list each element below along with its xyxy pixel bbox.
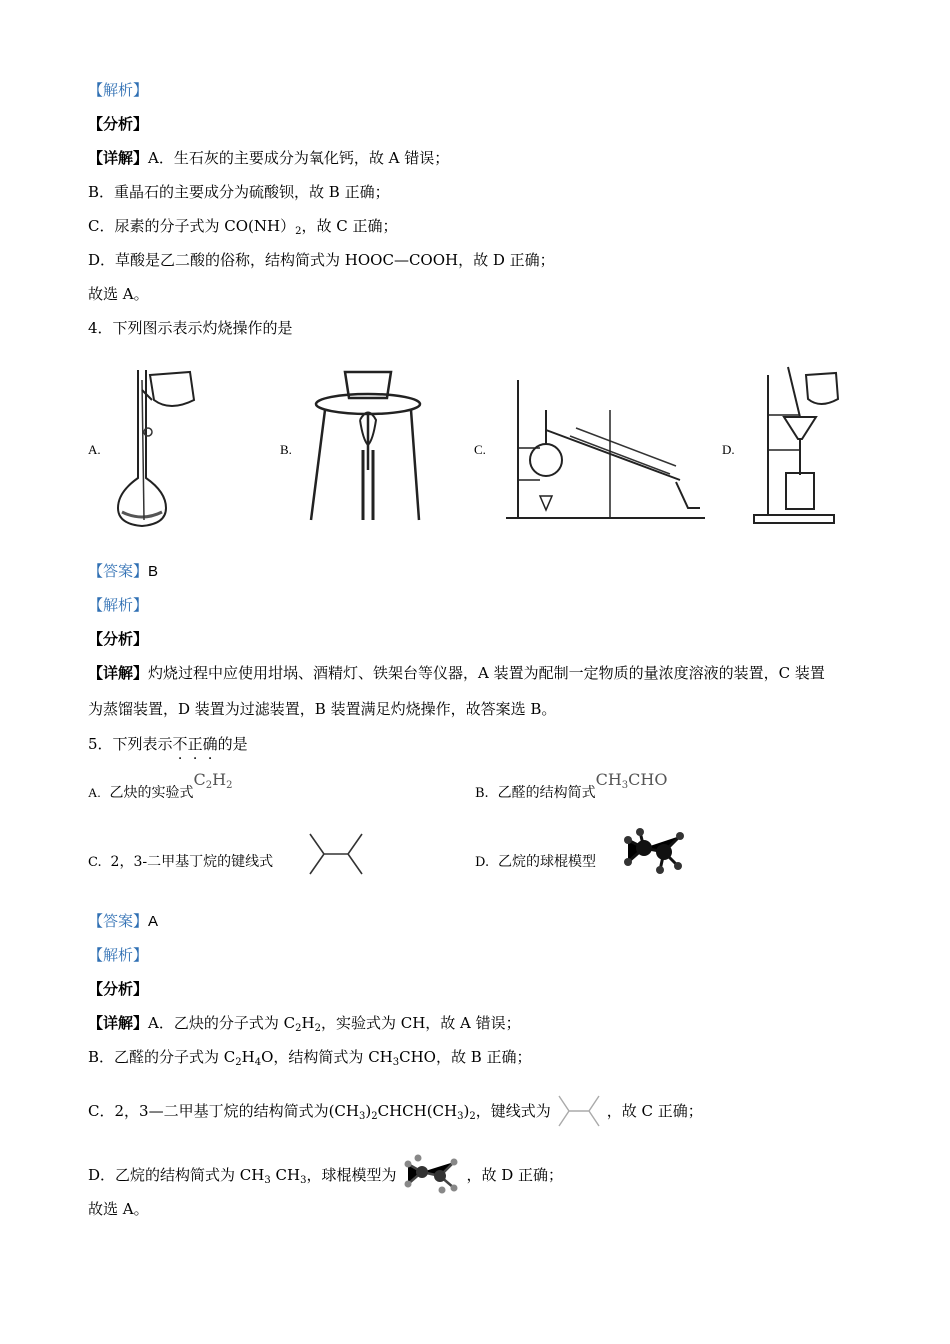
jiexi-tag-2: 【解析】 [88, 596, 149, 614]
jiexi-tag-1: 【解析】 [88, 81, 149, 99]
q4-label-d: D. [722, 442, 735, 457]
question-5-stem: 5．下列表示不正确的是 [88, 735, 248, 753]
q5-option-d: D. 乙烷的球棍模型 [475, 854, 596, 870]
detail-line-1 [88, 148, 449, 168]
detail-line-4: D．草酸是乙二酸的俗称，结构简式为 HOOC—COOH，故 D 正确； [88, 251, 555, 269]
q5-option-a: A. 乙炔的实验式$C_2H_2$ [88, 770, 233, 801]
bond-line-small-figure [555, 1094, 603, 1128]
q5-option-c: C. 2，3-二甲基丁烷的键线式 [88, 854, 274, 870]
fenxi-tag-2: 【分析】 [88, 630, 149, 648]
q5-conclusion: 故选 A。 [88, 1200, 149, 1218]
fenxi-tag-1: 【分析】 [88, 115, 149, 133]
conclusion-line: 故选 A。 [88, 285, 149, 303]
ball-stick-model-figure [620, 826, 686, 876]
q4-detail-line-2: 为蒸馏装置，D 装置为过滤装置，B 装置满足灼烧操作，故答案选 B。 [88, 700, 557, 718]
fenxi-tag-3: 【分析】 [88, 980, 149, 998]
distillation-figure [500, 370, 710, 525]
q5-answer: A [148, 913, 159, 930]
bond-line-structure-figure [306, 830, 364, 878]
q4-label-a: A. [88, 442, 101, 457]
q4-label-b: B. [280, 442, 292, 457]
q5-detail-line-2: B．乙醛的分子式为 $C_2H_4O$，结构简式为 $CH_3CHO$，故 B 正确； [88, 1048, 532, 1068]
filtration-figure [748, 355, 848, 525]
xiangjie-tag: 【详解】 [88, 149, 149, 167]
jiexi-tag-3: 【解析】 [88, 946, 149, 964]
ball-stick-small-figure [402, 1154, 460, 1194]
volumetric-flask-figure [110, 360, 210, 530]
detail-line-3: C．尿素的分子式为 $CO(NH)_2$，故 C 正确； [88, 217, 398, 237]
detail-line-2: B．重晶石的主要成分为硫酸钡，故 B 正确； [88, 183, 390, 201]
q5-answer-line: 【答案】A [88, 912, 159, 930]
detail-text: A．生石灰的主要成分为氧化钙，故 A 错误； [148, 149, 450, 167]
q4-answer-line: 【答案】B [88, 562, 159, 580]
q4-detail-line-1: 【详解】灼烧过程中应使用坩埚、酒精灯、铁架台等仪器，A 装置为配制一定物质的量浓度溶液的装置，C 装置 [88, 664, 825, 682]
q5-detail-line-4: D．乙烷的结构简式为 $CH_3$ $CH_3$，球棍模型为 ，故 D 正确； [88, 1154, 563, 1194]
q4-label-c: C. [474, 442, 486, 457]
question-4-stem: 4．下列图示表示灼烧操作的是 [88, 319, 293, 337]
q5-detail-line-1: 【详解】A．乙炔的分子式为 $C_2H_2$，实验式为 CH，故 A 错误； [88, 1014, 521, 1034]
crucible-heating-figure [305, 360, 425, 530]
q5-detail-line-3: C．2，3—二甲基丁烷的结构简式为$(CH_3)_2CHCH(CH_3)_2$，键线式为 ，故 C 正确； [88, 1094, 703, 1128]
q4-answer: B [148, 563, 159, 580]
q5-option-b: B. 乙醛的结构简式$CH_3CHO$ [475, 770, 668, 801]
